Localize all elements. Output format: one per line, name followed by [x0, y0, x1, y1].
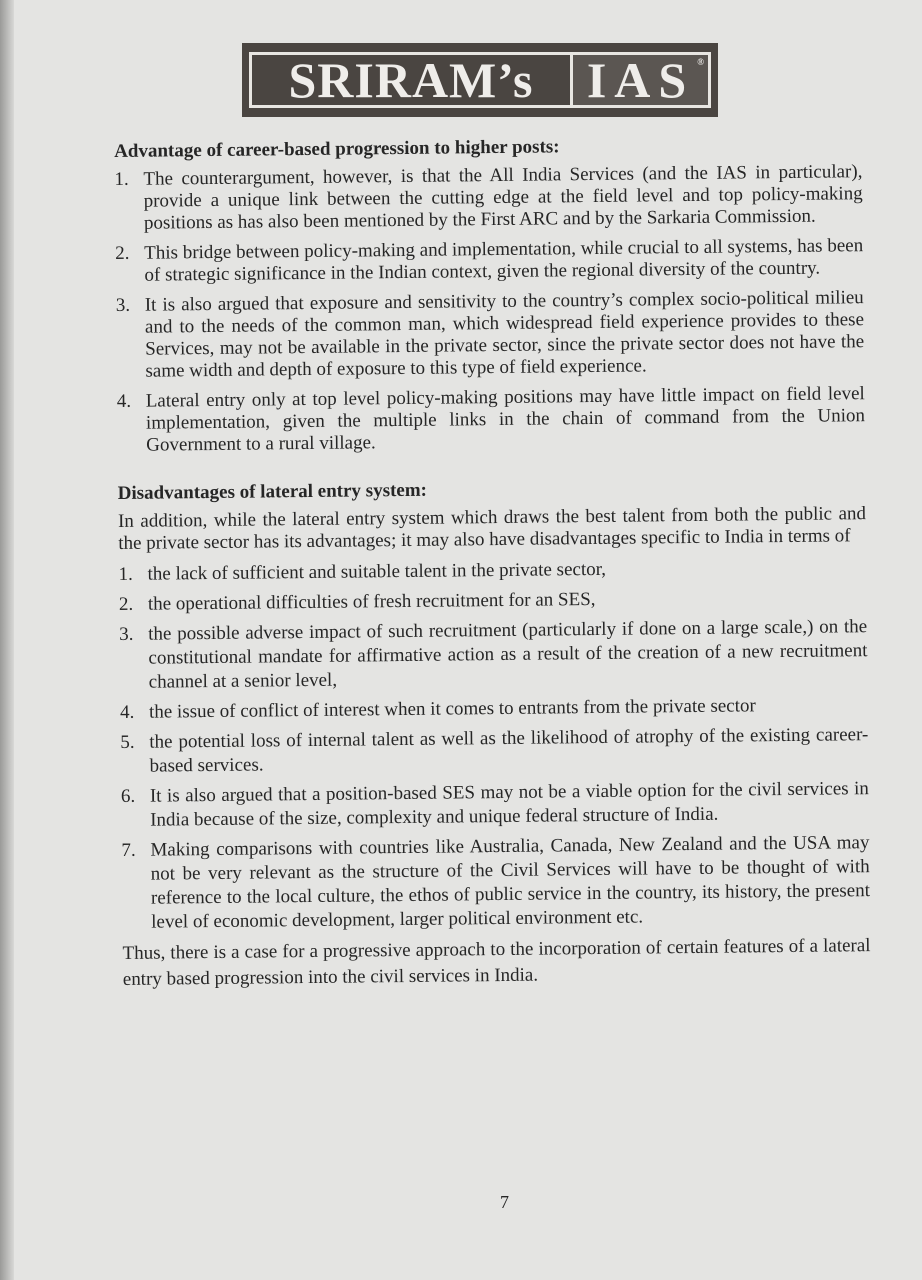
list-item-number: 1.	[118, 563, 133, 585]
list-item	[117, 383, 866, 457]
list-item	[119, 615, 868, 695]
list-item-text: the potential loss of internal talent as well as the likelihood of atrophy of the existing career-based services.	[149, 724, 869, 777]
list-item-text: the possible adverse impact of such recruitment (particularly if done on a large scale,) on the constitutional mandate for affirmative action as a result of the creation of a new recruitment channel at a senior level,	[148, 616, 868, 693]
list-item-text: Making comparisons with countries like Australia, Canada, New Zealand and the USA may not be very relevant as the structure of the Civil Services will have to be thought of with reference to the local culture, the ethos of public service in the country, its history, the present level of economic development, larger political environment etc.	[150, 832, 871, 933]
list-item-number: 1.	[114, 168, 129, 190]
list-item-text: the operational difficulties of fresh recruitment for an SES,	[147, 588, 596, 615]
list-item	[121, 831, 870, 935]
list-item-number: 2.	[118, 593, 134, 615]
list-item	[120, 693, 868, 725]
registered-mark: ®	[697, 57, 704, 67]
list-item	[115, 235, 863, 287]
disadvantages-intro: In addition, while the lateral entry system which draws the best talent from both the public and the private sector has its advantages; it may also have disadvantages specific to India in terms of	[117, 503, 867, 554]
list-item-number: 4.	[119, 701, 135, 723]
list-item-number: 7.	[121, 839, 136, 861]
logo-ias-label: IAS	[586, 52, 695, 108]
list-item-number: 4.	[116, 390, 132, 412]
logo-text-ias	[573, 52, 708, 108]
list-item-number: 2.	[115, 242, 130, 264]
list-item-text: It is also argued that a position-based SES may not be a viable option for the civil services in India because of the size, complexity and unique federal structure of India.	[149, 778, 869, 831]
list-item-text: the issue of conflict of interest when it comes to entrants from the private sector	[148, 695, 756, 723]
list-item-number: 3.	[115, 294, 131, 316]
list-item	[116, 287, 865, 383]
list-item-text: Lateral entry only at top level policy-making positions may have little impact on field level implementation, given the multiple links in the chain of command from the Union Government to a rural village.	[145, 383, 866, 456]
page-content	[114, 129, 871, 1001]
list-item	[118, 555, 866, 587]
disadvantages-list	[118, 555, 870, 935]
list-item-number: 5.	[120, 731, 135, 753]
list-item-text: This bridge between policy-making and implementation, while crucial to all systems, has been of strategic significance in the Indian context, given the regional diversity of the country.	[144, 235, 864, 286]
book-binding-shadow	[0, 0, 14, 1280]
list-item	[120, 723, 868, 779]
logo-text-sriram: SRIRAM’s	[252, 55, 573, 105]
conclusion-paragraph: Thus, there is a case for a progressive approach to the incorporation of certain features of a lateral entry based progression into the civil services in India.	[122, 935, 871, 990]
list-item-text: It is also argued that exposure and sensitivity to the country’s complex socio-political milieu and to the needs of the common man, which widespread field experience provides to these Services, may not be available in the private sector, since the private sector does not have the same width and depth of exposure to this type of field experience.	[144, 287, 865, 382]
list-item	[119, 585, 867, 617]
list-item-number: 6.	[120, 785, 136, 807]
section-heading-advantages: Advantage of career-based progression to higher posts:	[114, 136, 560, 162]
sriram-ias-logo	[242, 43, 718, 117]
list-item	[121, 777, 869, 833]
list-item-text: the lack of sufficient and suitable talent in the private sector,	[147, 558, 607, 585]
page-number: 7	[500, 1192, 509, 1212]
list-item-text: The counterargument, however, is that the All India Services (and the IAS in particular), provide a unique link between the cutting edge at the field level and top policy-making positions as has also been mentioned by the First ARC and by the Sarkaria Commission.	[143, 161, 863, 234]
section-heading-disadvantages: Disadvantages of lateral entry system:	[117, 479, 428, 504]
advantages-list	[114, 161, 865, 457]
list-item-number: 3.	[119, 623, 134, 645]
list-item	[114, 161, 863, 235]
